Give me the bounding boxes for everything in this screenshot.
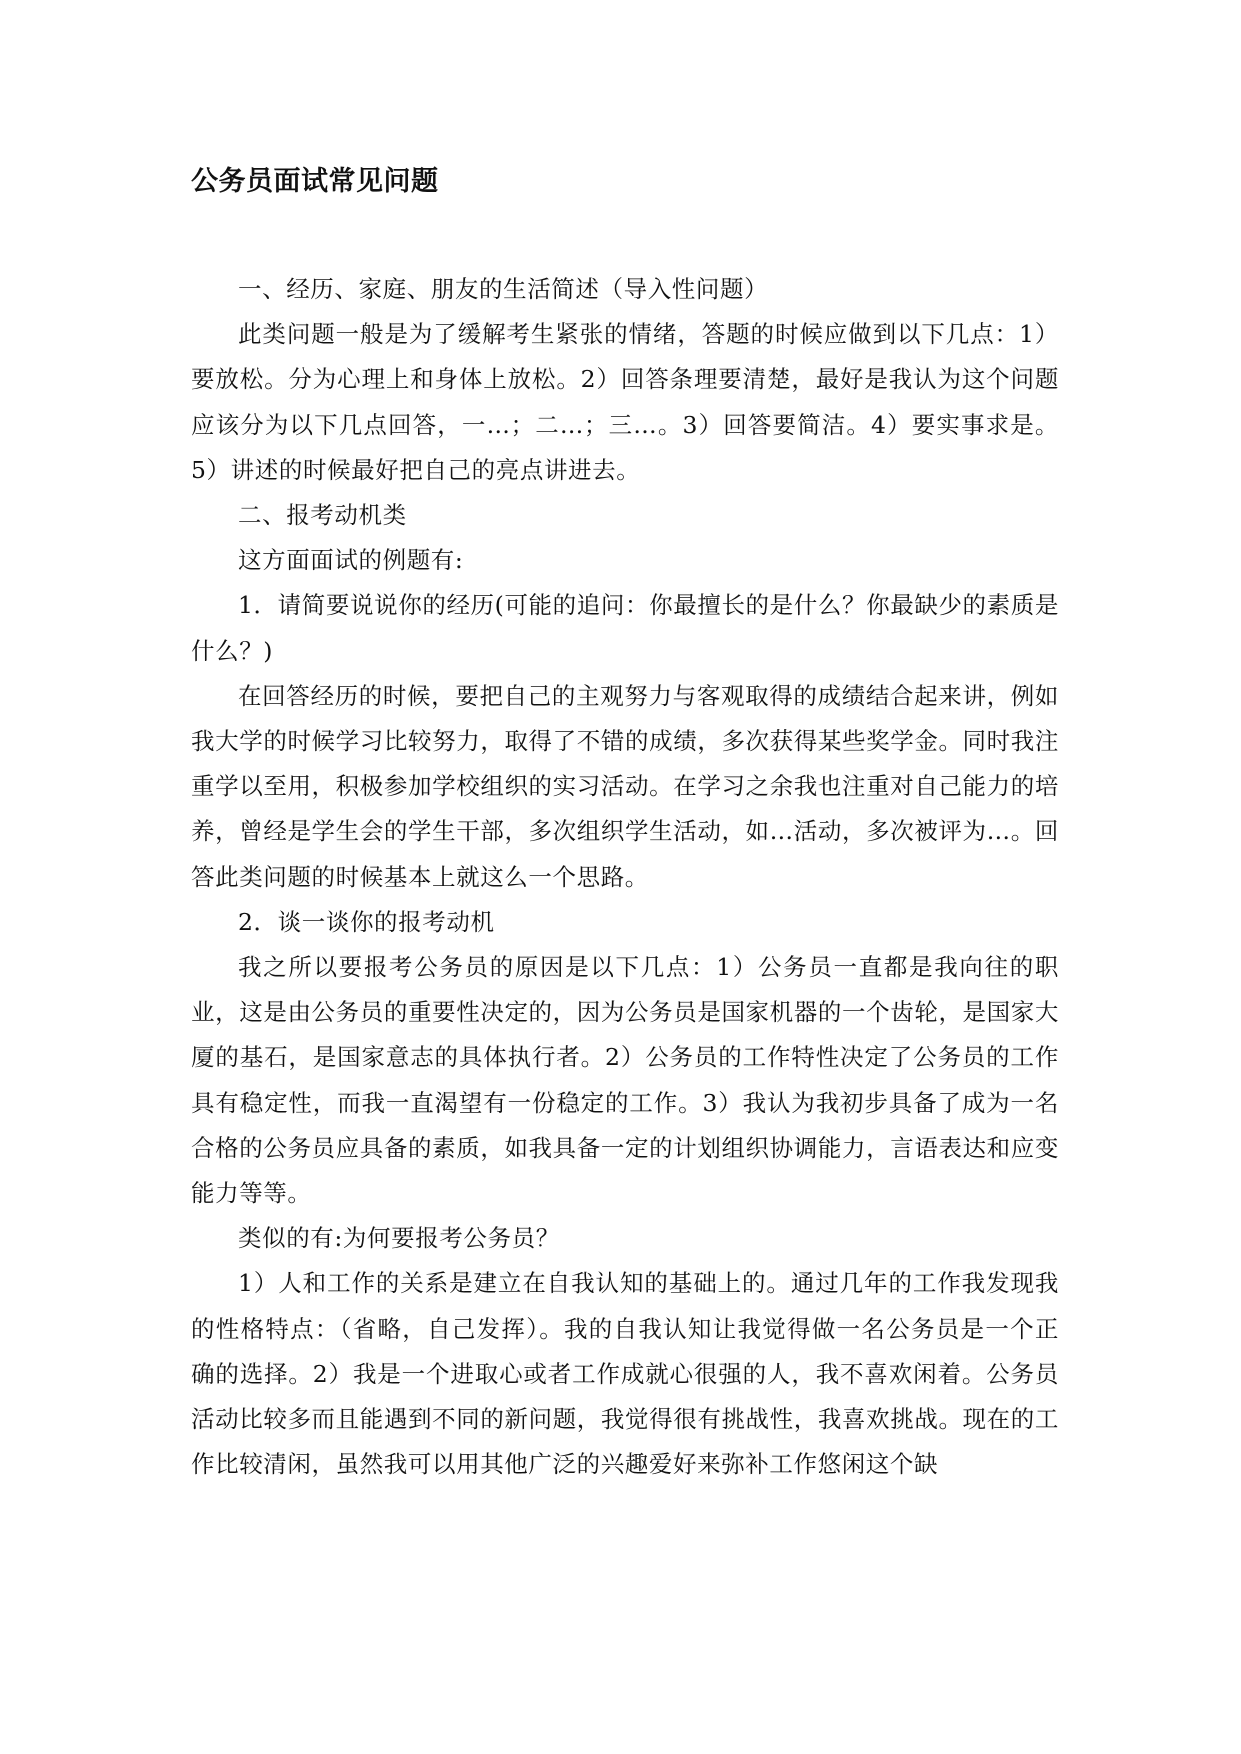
paragraph: 我之所以要报考公务员的原因是以下几点：1）公务员一直都是我向往的职业，这是由公务员的重要性决定的，因为公务员是国家机器的一个齿轮，是国家大厦的基石，是国家意志的具体执行者。2）公务员的工作特性决定了公务员的工作具有稳定性，而我一直渴望有一份稳定的工作。3）我认为我初步具备了成为一名合格的公务员应具备的素质，如我具备一定的计划组织协调能力，言语表达和应变能力等等。 — [191, 953, 1059, 1208]
paragraph: 此类问题一般是为了缓解考生紧张的情绪，答题的时候应做到以下几点：1）要放松。分为心理上和身体上放松。2）回答条理要清楚，最好是我认为这个问题应该分为以下几点回答，一…；二…；三…。3）回答要简洁。4）要实事求是。5）讲述的时候最好把自己的亮点讲进去。 — [191, 320, 1059, 484]
question-1: 1．请简要说说你的经历(可能的追问：你最擅长的是什么？你最缺少的素质是什么？) — [191, 591, 1059, 665]
similar-question: 类似的有:为何要报考公务员？ — [238, 1224, 560, 1253]
section-heading-1: 一、经历、家庭、朋友的生活简述（导入性问题） — [238, 275, 769, 303]
document-title: 公务员面试常见问题 — [191, 166, 439, 197]
paragraph: 这方面面试的例题有: — [238, 546, 464, 575]
paragraph: 在回答经历的时候，要把自己的主观努力与客观取得的成绩结合起来讲，例如我大学的时候学习比较努力，取得了不错的成绩，多次获得某些奖学金。同时我注重学以至用，积极参加学校组织的实习活动。在学习之余我也注重对自己能力的培养，曾经是学生会的学生干部，多次组织学生活动，如…活动，多次被评为…。回答此类问题的时候基本上就这么一个思路。 — [191, 681, 1059, 891]
document-body — [191, 267, 1059, 1487]
paragraph: 1）人和工作的关系是建立在自我认知的基础上的。通过几年的工作我发现我的性格特点：（省略，自己发挥）。我的自我认知让我觉得做一名公务员是一个正确的选择。2）我是一个进取心或者工作成就心很强的人，我不喜欢闲着。公务员活动比较多而且能遇到不同的新问题，我觉得很有挑战性，我喜欢挑战。现在的工作比较清闲，虽然我可以用其他广泛的兴趣爱好来弥补工作悠闲这个缺 — [191, 1269, 1059, 1479]
section-heading-2: 二、报考动机类 — [238, 501, 407, 530]
question-2: 2．谈一谈你的报考动机 — [238, 907, 495, 936]
